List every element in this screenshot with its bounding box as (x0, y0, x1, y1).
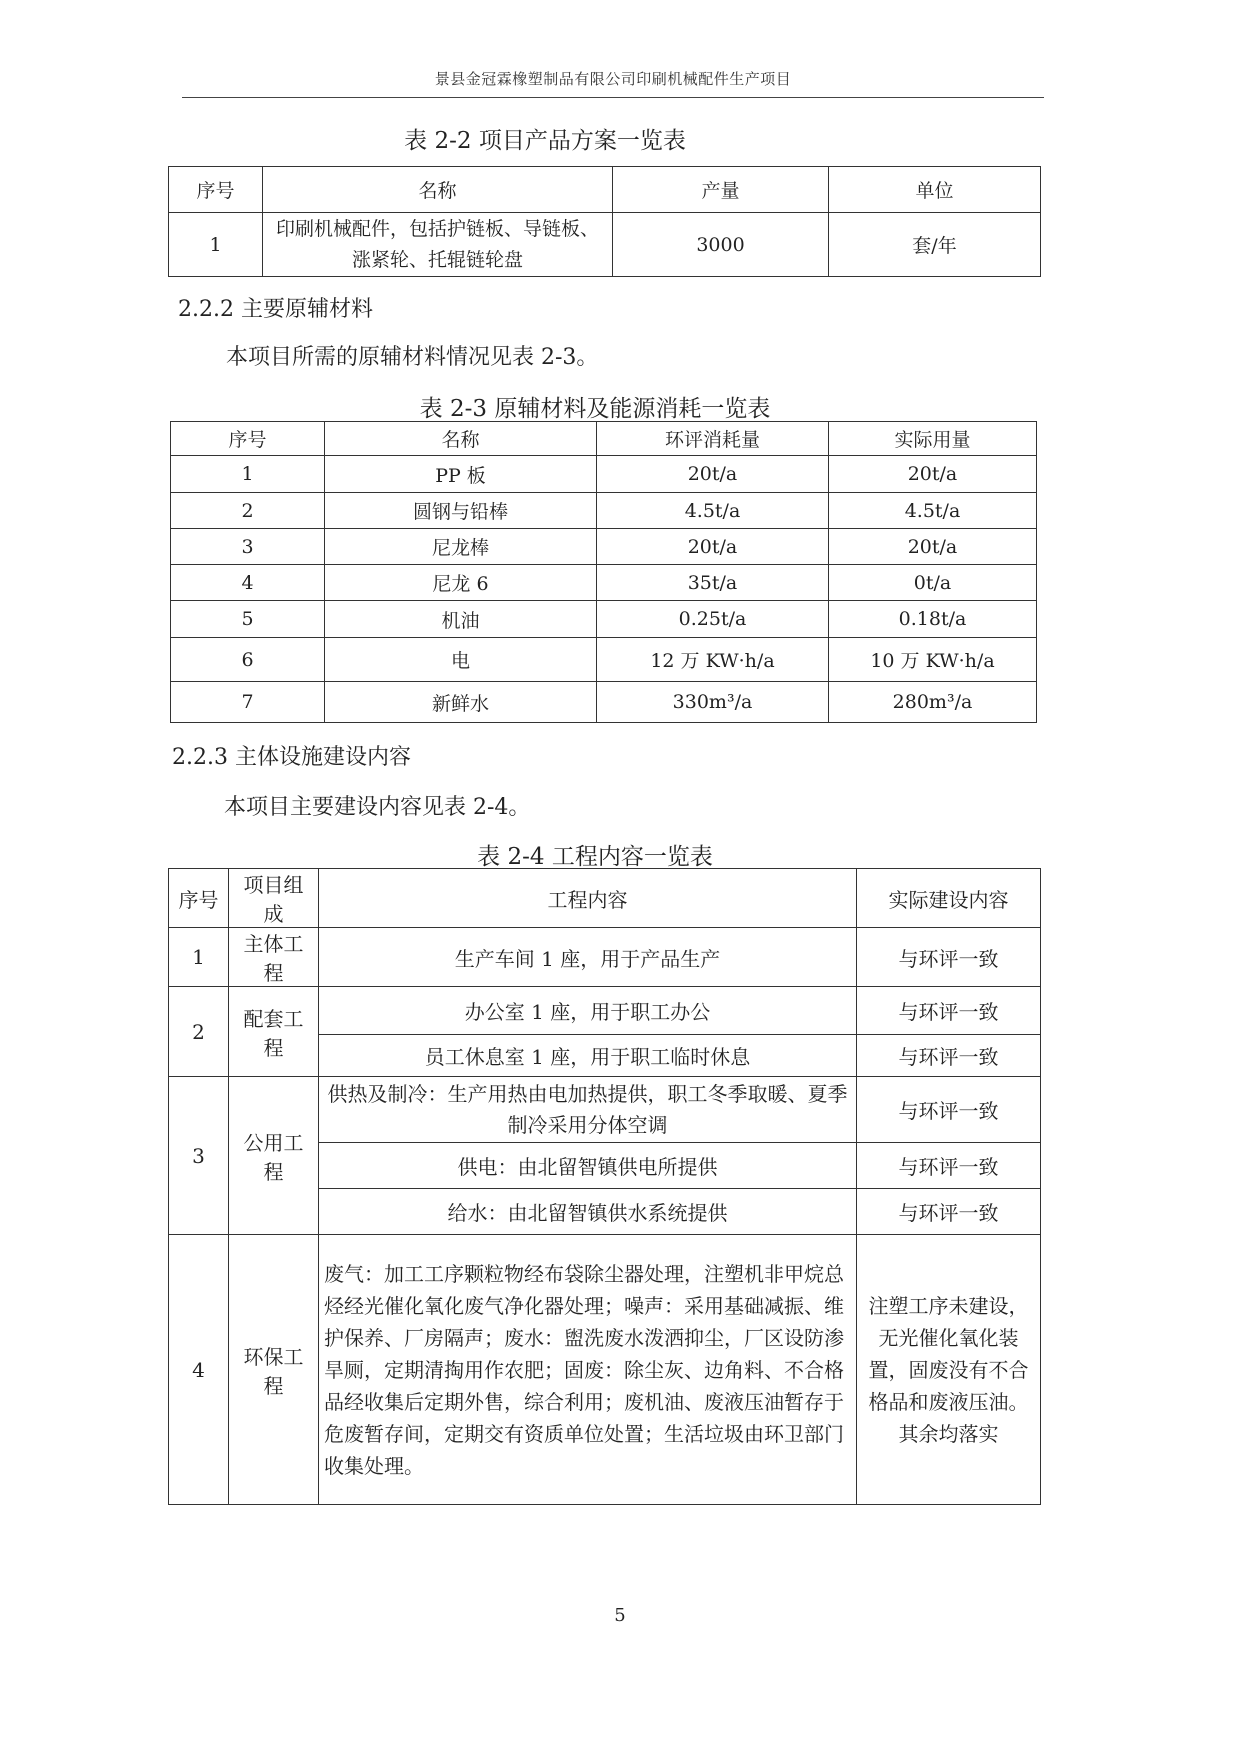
section-heading-2-2-3: 2.2.3 主体设施建设内容 (172, 745, 411, 770)
table-cell: 4 (169, 1235, 229, 1505)
table-cell: 套/年 (829, 213, 1041, 277)
table-row (171, 638, 1037, 682)
table-cell: 废气：加工工序颗粒物经布袋除尘器处理，注塑机非甲烷总烃经光催化氧化废气净化器处理；噪声：采用基础减振、维护保养、厂房隔声；废水：盥洗废水泼洒抑尘，厂区设防渗旱厕，定期清掏用作农肥；固废：除尘灰、边角料、不合格品经收集后定期外售，综合利用；废机油、废液压油暂存于危废暂存间，定期交有资质单位处置；生活垃圾由环卫部门收集处理。 (319, 1235, 857, 1505)
table-cell: 35t/a (597, 565, 829, 601)
table-cell: 330m³/a (597, 682, 829, 723)
table-cell: 注塑工序未建设，无光催化氧化装置，固废没有不合格品和废液压油。其余均落实 (857, 1235, 1041, 1505)
table-row (169, 987, 1041, 1035)
table-row (169, 1235, 1041, 1505)
table-row (171, 493, 1037, 529)
table-row (169, 928, 1041, 987)
table-header-cell: 实际建设内容 (857, 869, 1041, 928)
table-cell: PP 板 (325, 456, 597, 493)
table-cell: 20t/a (597, 456, 829, 493)
table-2-4-caption: 表 2-4 工程内容一览表 (477, 844, 713, 870)
table-row (171, 529, 1037, 565)
table-row (171, 682, 1037, 723)
table-header-cell: 工程内容 (319, 869, 857, 928)
table-2-3 (170, 421, 1037, 723)
table-header-cell: 名称 (325, 422, 597, 456)
table-cell: 尼龙棒 (325, 529, 597, 565)
table-cell: 主体工程 (229, 928, 319, 987)
table-header-cell: 单位 (829, 167, 1041, 213)
table-cell: 2 (171, 493, 325, 529)
table-cell: 20t/a (597, 529, 829, 565)
table-row (171, 565, 1037, 601)
table-cell: 与环评一致 (857, 1143, 1041, 1189)
table-cell: 供电：由北留智镇供电所提供 (319, 1143, 857, 1189)
table-header-cell: 实际用量 (829, 422, 1037, 456)
table-cell: 印刷机械配件，包括护链板、导链板、涨紧轮、托辊链轮盘 (263, 213, 613, 277)
table-cell: 3000 (613, 213, 829, 277)
paragraph: 本项目主要建设内容见表 2-4。 (224, 795, 531, 820)
table-cell: 3 (171, 529, 325, 565)
table-header-cell: 名称 (263, 167, 613, 213)
paragraph: 本项目所需的原辅材料情况见表 2-3。 (226, 345, 599, 370)
table-cell: 20t/a (829, 456, 1037, 493)
table-cell: 20t/a (829, 529, 1037, 565)
table-cell: 办公室 1 座，用于职工办公 (319, 987, 857, 1035)
table-cell: 与环评一致 (857, 928, 1041, 987)
table-cell: 与环评一致 (857, 987, 1041, 1035)
table-cell: 与环评一致 (857, 1035, 1041, 1077)
table-cell: 圆钢与铅棒 (325, 493, 597, 529)
table-cell: 2 (169, 987, 229, 1077)
section-heading-2-2-2: 2.2.2 主要原辅材料 (178, 297, 373, 322)
table-header-cell: 产量 (613, 167, 829, 213)
table-cell: 配套工程 (229, 987, 319, 1077)
table-cell: 员工休息室 1 座，用于职工临时休息 (319, 1035, 857, 1077)
table-cell: 280m³/a (829, 682, 1037, 723)
table-header-cell: 项目组成 (229, 869, 319, 928)
table-cell: 机油 (325, 601, 597, 638)
table-cell: 尼龙 6 (325, 565, 597, 601)
table-cell: 12 万 KW·h/a (597, 638, 829, 682)
table-cell: 新鲜水 (325, 682, 597, 723)
table-cell: 0.25t/a (597, 601, 829, 638)
table-cell: 5 (171, 601, 325, 638)
table-cell: 公用工程 (229, 1077, 319, 1235)
table-cell: 6 (171, 638, 325, 682)
table-cell: 3 (169, 1077, 229, 1235)
table-cell: 生产车间 1 座，用于产品生产 (319, 928, 857, 987)
table-header-cell: 序号 (169, 869, 229, 928)
table-row (169, 1077, 1041, 1143)
table-cell: 给水：由北留智镇供水系统提供 (319, 1189, 857, 1235)
table-cell: 4.5t/a (829, 493, 1037, 529)
page-number: 5 (614, 1605, 626, 1626)
table-cell: 1 (171, 456, 325, 493)
table-cell: 4 (171, 565, 325, 601)
table-2-2-caption: 表 2-2 项目产品方案一览表 (404, 128, 686, 154)
table-cell: 与环评一致 (857, 1077, 1041, 1143)
table-header-cell: 序号 (169, 167, 263, 213)
table-cell: 与环评一致 (857, 1189, 1041, 1235)
table-cell: 供热及制冷：生产用热由电加热提供，职工冬季取暖、夏季制冷采用分体空调 (319, 1077, 857, 1143)
table-row (171, 456, 1037, 493)
table-cell: 0.18t/a (829, 601, 1037, 638)
table-row (171, 601, 1037, 638)
table-cell: 0t/a (829, 565, 1037, 601)
table-cell: 7 (171, 682, 325, 723)
table-cell: 电 (325, 638, 597, 682)
table-cell: 1 (169, 213, 263, 277)
table-2-3-caption: 表 2-3 原辅材料及能源消耗一览表 (419, 396, 771, 422)
table-cell: 环保工程 (229, 1235, 319, 1505)
header-rule (182, 97, 1044, 98)
table-2-4 (168, 868, 1041, 1505)
table-header-cell: 序号 (171, 422, 325, 456)
table-cell: 10 万 KW·h/a (829, 638, 1037, 682)
page-header: 景县金冠霖橡塑制品有限公司印刷机械配件生产项目 (434, 70, 792, 88)
table-cell: 4.5t/a (597, 493, 829, 529)
table-2-2 (168, 166, 1041, 277)
table-header-cell: 环评消耗量 (597, 422, 829, 456)
table-cell: 1 (169, 928, 229, 987)
